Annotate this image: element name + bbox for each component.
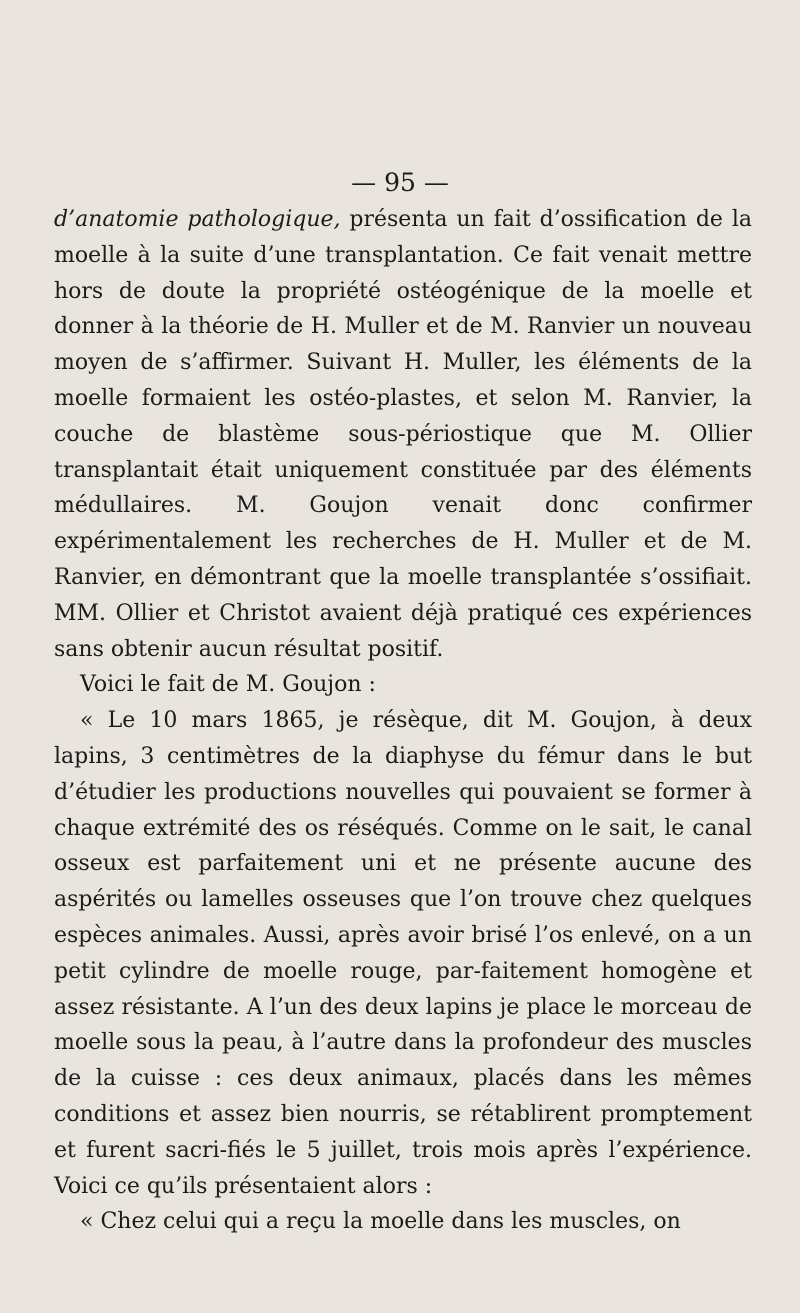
italic-lead-phrase: d’anatomie pathologique,: [54, 207, 341, 232]
body-text: [54, 202, 752, 1240]
paragraph-1: [54, 202, 752, 667]
paragraph-1-text: présenta un fait d’ossification de la moelle à la suite d’une transplantation. Ce fait venait mettre hors de doute la propriété ostéogénique de la moelle et donner à la théorie de H. Muller et de M. Ranvier un nouveau moyen de s’affirmer. Suivant H. Muller, les éléments de la moelle formaient les ostéo-plastes, et selon M. Ranvier, la couche de blastème sous-périostique que M. Ollier transplantait était uniquement constituée par des éléments médullaires. M. Goujon venait donc confirmer expérimentalement les recherches de H. Muller et de M. Ranvier, en démontrant que la moelle transplantée s’ossifiait. MM. Ollier et Christot avaient déjà pratiqué ces expériences sans obtenir aucun résultat positif.: [54, 207, 752, 662]
paragraph-3-quote: « Le 10 mars 1865, je résèque, dit M. Goujon, à deux lapins, 3 centimètres de la diaphyse du fémur dans le but d’étudier les productions nouvelles qui pouvaient se former à chaque extrémité des os réséqués. Comme on le sait, le canal osseux est parfaitement uni et ne présente aucune des aspérités ou lamelles osseuses que l’on trouve chez quelques espèces animales. Aussi, après avoir brisé l’os enlevé, on a un petit cylindre de moelle rouge, par-faitement homogène et assez résistante. A l’un des deux lapins je place le morceau de moelle sous la peau, à l’autre dans la profondeur des muscles de la cuisse : ces deux animaux, placés dans les mêmes conditions et assez bien nourris, se rétablirent promptement et furent sacri-fiés le 5 juillet, trois mois après l’expérience. Voici ce qu’ils présentaient alors :: [54, 708, 752, 1199]
page-number: — 95 —: [351, 168, 449, 197]
paragraph-2: Voici le fait de M. Goujon :: [80, 672, 376, 698]
paragraph-4-quote: « Chez celui qui a reçu la moelle dans les muscles, on: [80, 1209, 681, 1235]
